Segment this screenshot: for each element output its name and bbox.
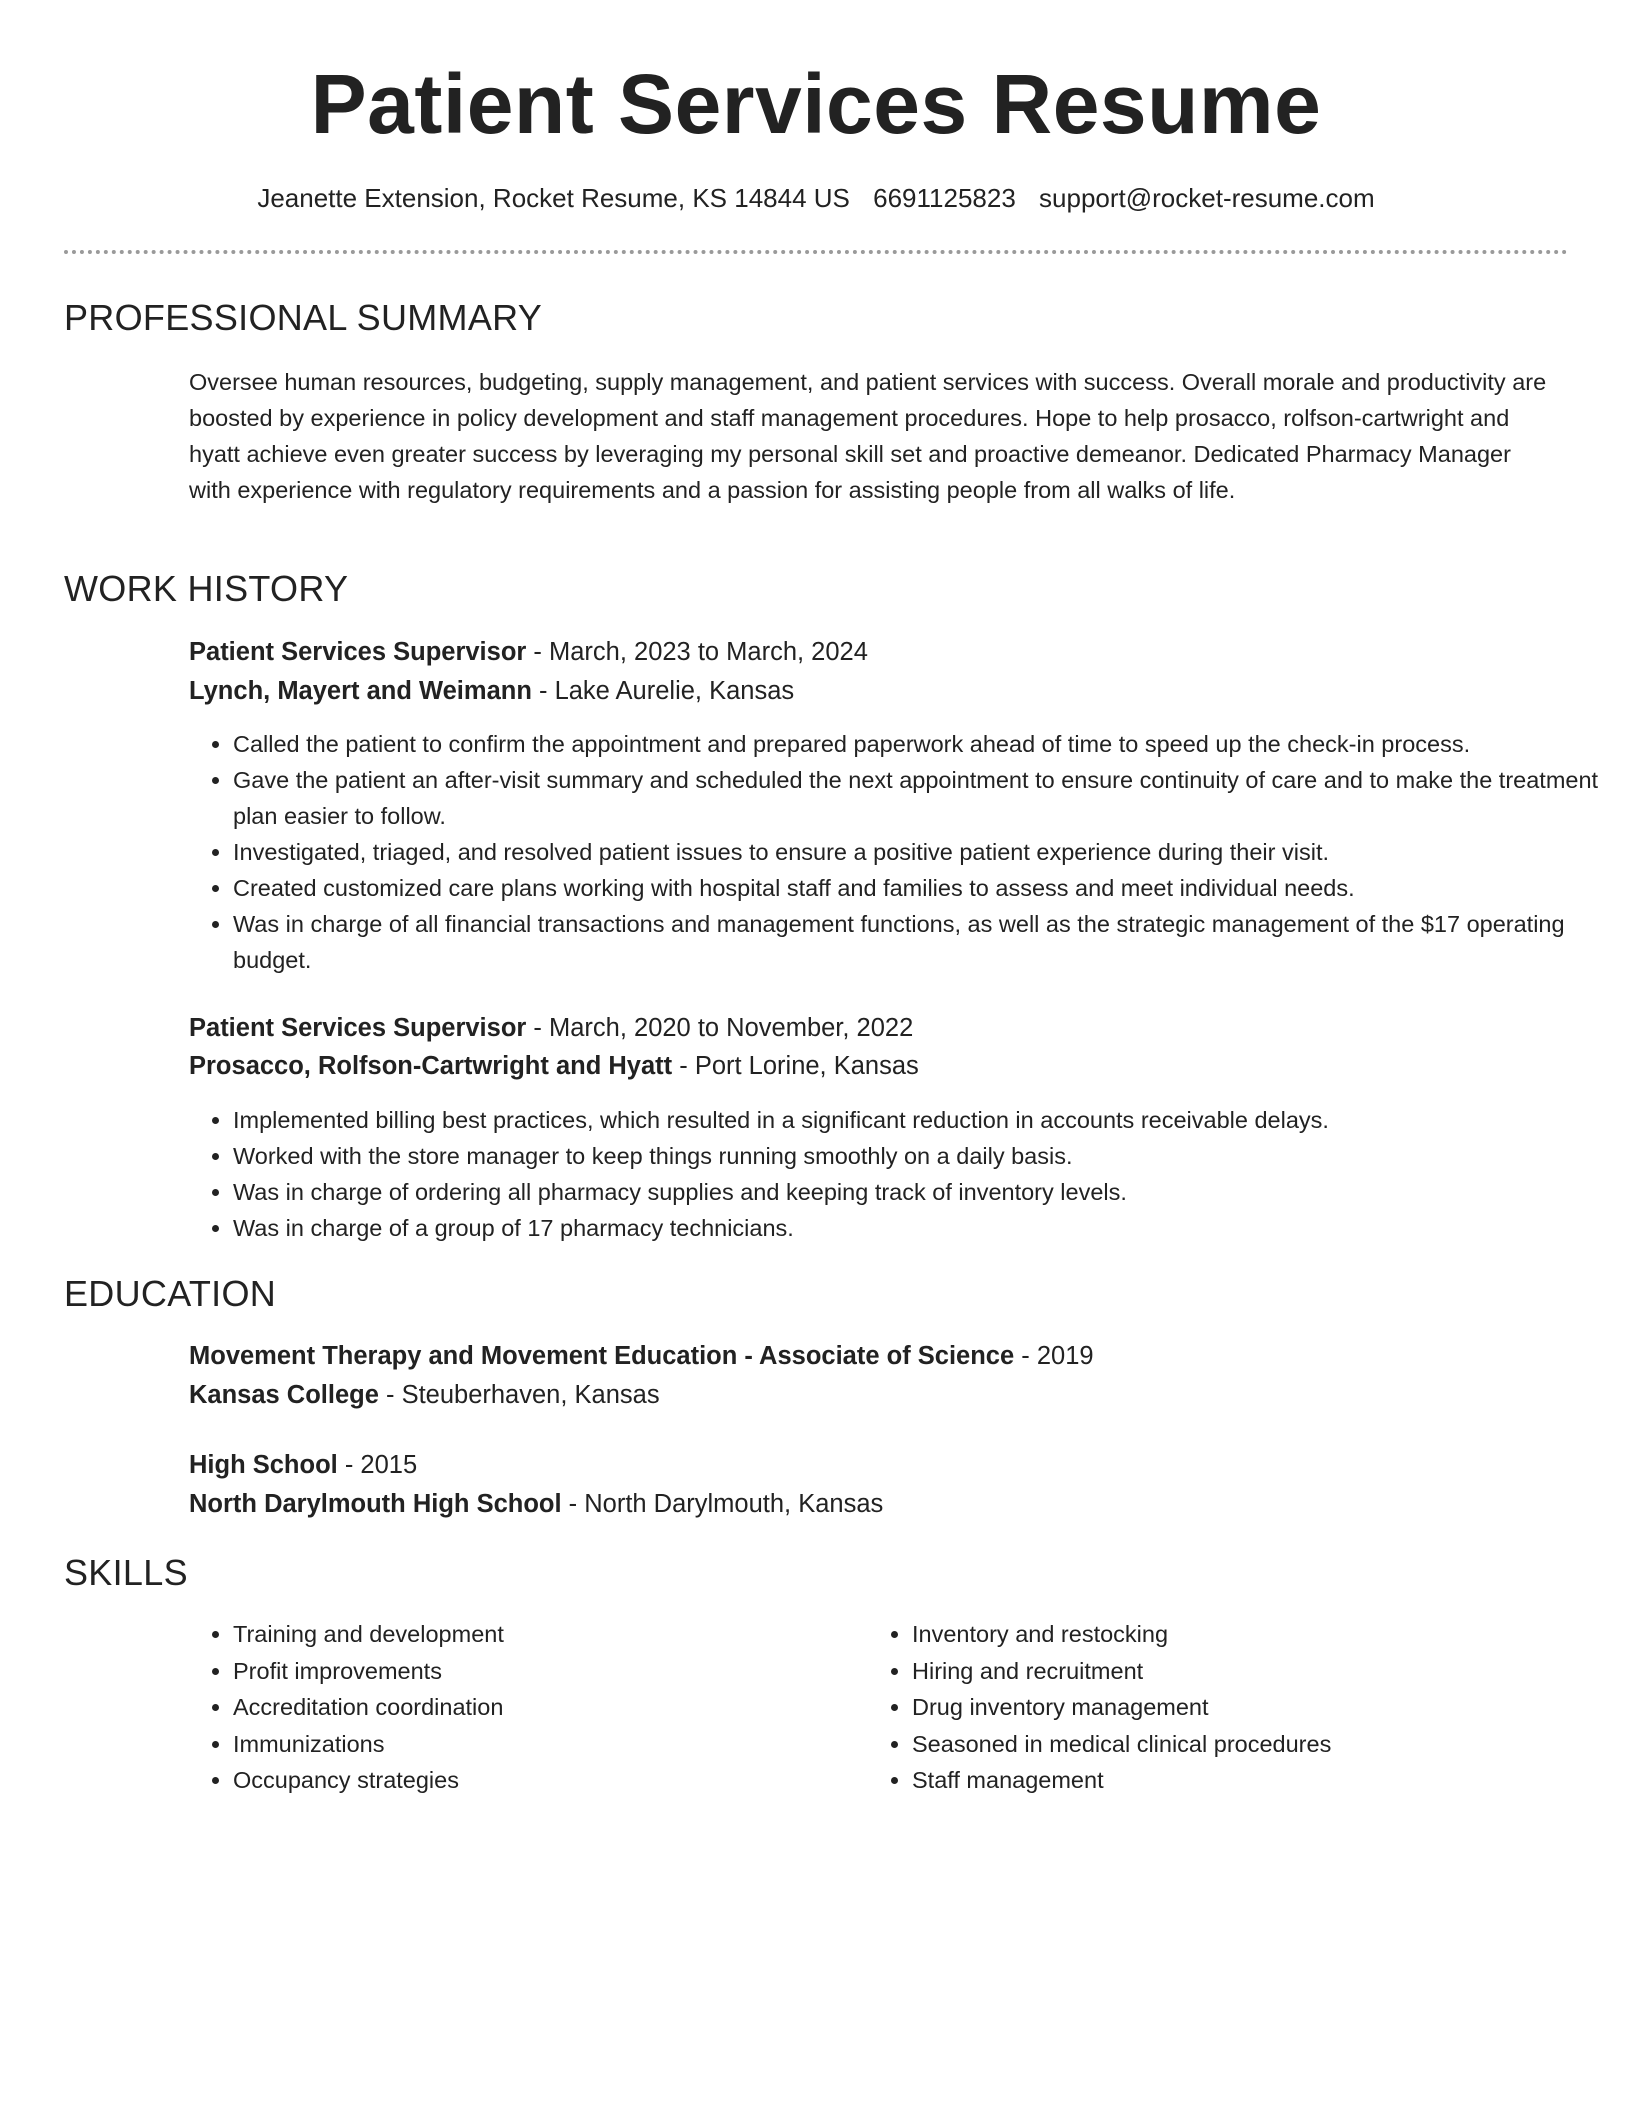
job-1-bullets xyxy=(189,726,1613,978)
education-2-degree-line xyxy=(189,1447,417,1483)
section-title-work-history: WORK HISTORY xyxy=(64,568,349,609)
job-1-dates: - March, 2023 to March, 2024 xyxy=(526,638,868,666)
education-1-school-line xyxy=(189,1377,660,1413)
job-2-company-line xyxy=(189,1048,919,1084)
skills-list-right xyxy=(868,1616,1532,1799)
list-item: • Investigated, triaged, and resolved patient issues to ensure a positive patient experience during their visit. xyxy=(233,834,1613,870)
list-item: • Inventory and restocking xyxy=(912,1616,1532,1653)
job-1-title: Patient Services Supervisor xyxy=(189,638,527,666)
education-1-degree-line xyxy=(189,1338,1094,1374)
education-2-location: - North Darylmouth, Kansas xyxy=(561,1490,884,1518)
education-2-year: - 2015 xyxy=(337,1451,418,1479)
list-item: • Seasoned in medical clinical procedures xyxy=(912,1726,1532,1763)
job-1-company: Lynch, Mayert and Weimann xyxy=(189,677,532,705)
job-2-company: Prosacco, Rolfson-Cartwright and Hyatt xyxy=(189,1052,673,1080)
list-item: • Was in charge of a group of 17 pharmacy technicians. xyxy=(233,1210,1613,1246)
list-item: • Staff management xyxy=(912,1762,1532,1799)
section-title-education: EDUCATION xyxy=(64,1273,277,1314)
list-item: • Profit improvements xyxy=(233,1653,853,1690)
job-1-title-line xyxy=(189,634,868,670)
list-item: • Created customized care plans working with hospital staff and families to assess and meet individual needs. xyxy=(233,870,1613,906)
list-item: • Was in charge of ordering all pharmacy supplies and keeping track of inventory levels. xyxy=(233,1174,1613,1210)
contact-line xyxy=(0,180,1632,216)
list-item: • Training and development xyxy=(233,1616,853,1653)
job-2-dates: - March, 2020 to November, 2022 xyxy=(526,1014,914,1042)
education-1-degree: Movement Therapy and Movement Education - Associate of Science xyxy=(189,1342,1015,1370)
list-item: • Accreditation coordination xyxy=(233,1689,853,1726)
list-item: • Was in charge of all financial transactions and management functions, as well as the strategic management of the $17 operating budget. xyxy=(233,906,1613,978)
contact-address: Jeanette Extension, Rocket Resume, KS 14844 US xyxy=(257,183,850,213)
list-item: • Hiring and recruitment xyxy=(912,1653,1532,1690)
job-2-location: - Port Lorine, Kansas xyxy=(672,1052,919,1080)
list-item: • Drug inventory management xyxy=(912,1689,1532,1726)
contact-phone: 6691125823 xyxy=(873,183,1016,213)
job-1-location: - Lake Aurelie, Kansas xyxy=(531,677,795,705)
list-item: • Gave the patient an after-visit summary and scheduled the next appointment to ensure continuity of care and to make the treatment plan easier to follow. xyxy=(233,762,1613,834)
job-1-company-line xyxy=(189,673,794,709)
resume-title: Patient Services Resume xyxy=(310,57,1322,151)
list-item: • Called the patient to confirm the appointment and prepared paperwork ahead of time to speed up the check-in process. xyxy=(233,726,1613,762)
education-2-degree: High School xyxy=(189,1451,338,1479)
contact-email: support@rocket-resume.com xyxy=(1039,183,1375,213)
summary-text: Oversee human resources, budgeting, supply management, and patient services with success. Overall morale and productivity are boosted by experience in policy development and staff management procedures. Hope to help prosacco, rolfson-cartwright and hyatt achieve even greater success by leveraging my personal skill set and proactive demeanor. Dedicated Pharmacy Manager with experience with regulatory requirements and a passion for assisting people from all walks of life. xyxy=(189,369,1547,503)
section-title-summary: PROFESSIONAL SUMMARY xyxy=(64,297,543,338)
list-item: • Immunizations xyxy=(233,1726,853,1763)
education-1-location: - Steuberhaven, Kansas xyxy=(378,1381,660,1409)
list-item: • Occupancy strategies xyxy=(233,1762,853,1799)
education-1-year: - 2019 xyxy=(1014,1342,1094,1370)
skills-list-left xyxy=(189,1616,853,1799)
list-item: • Implemented billing best practices, which resulted in a significant reduction in accounts receivable delays. xyxy=(233,1102,1613,1138)
education-2-school-line xyxy=(189,1486,883,1522)
education-2-school: North Darylmouth High School xyxy=(189,1490,562,1518)
education-1-school: Kansas College xyxy=(189,1381,379,1409)
job-2-title-line xyxy=(189,1010,913,1046)
job-2-title: Patient Services Supervisor xyxy=(189,1014,527,1042)
header-divider xyxy=(64,250,1568,254)
job-2-bullets xyxy=(189,1102,1613,1246)
section-title-skills: SKILLS xyxy=(64,1552,188,1593)
list-item: • Worked with the store manager to keep things running smoothly on a daily basis. xyxy=(233,1138,1613,1174)
